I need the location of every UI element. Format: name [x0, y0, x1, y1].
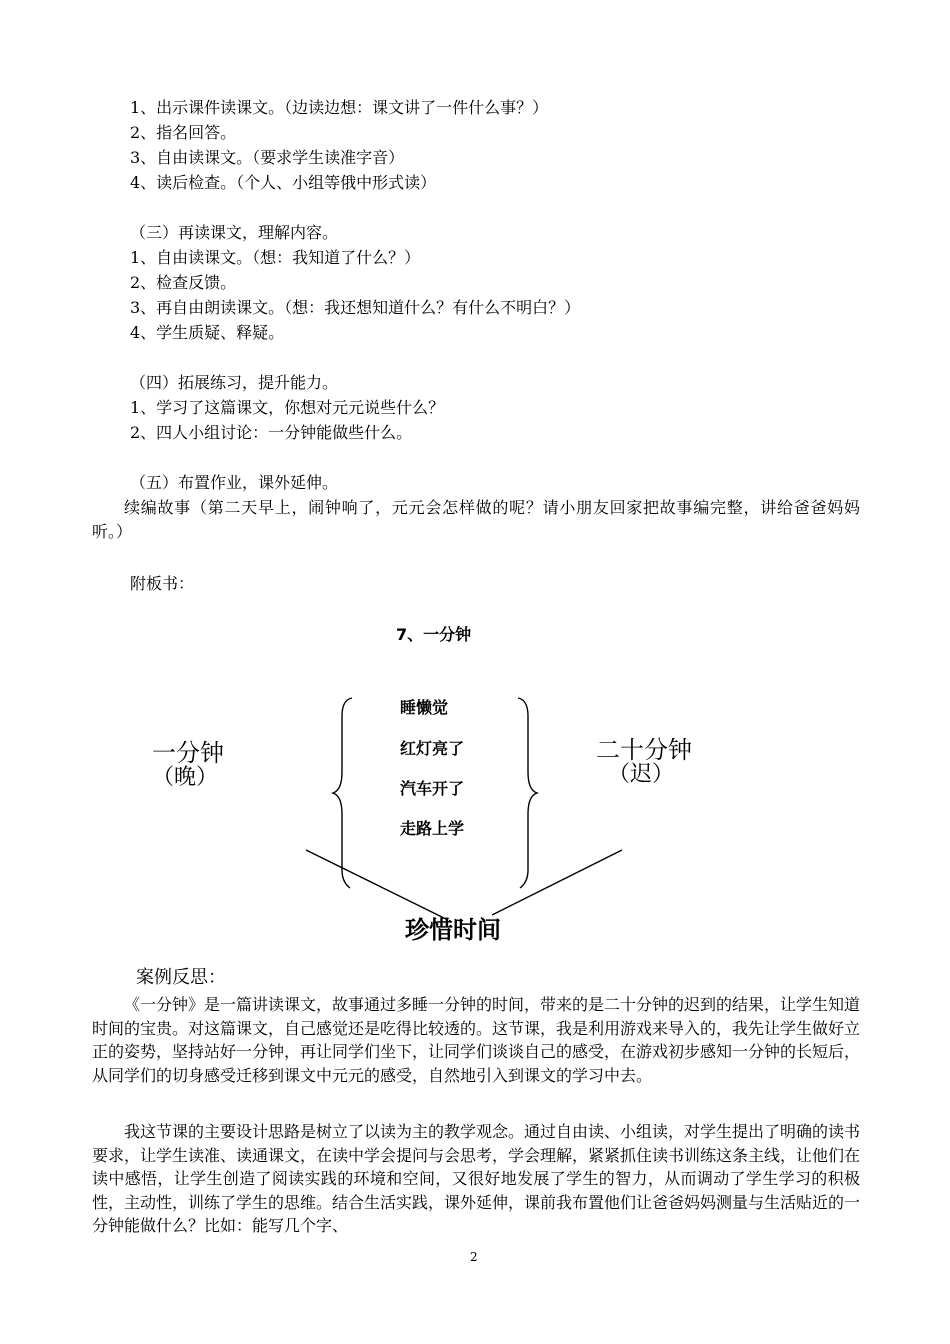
bottom-slogan: 珍惜时间	[405, 916, 501, 944]
section-heading: （四）拓展练习，提升能力。	[130, 373, 339, 392]
homework-text: 续编故事（第二天早上，闹钟响了，元元会怎样做的呢？请小朋友回家把故事编完整，讲给爸爸妈妈听。）	[92, 498, 860, 541]
step-line: 1、自由读课文。（想：我知道了什么？）	[130, 248, 421, 267]
step-line: 4、读后检查。（个人、小组等俄中形式读）	[130, 173, 437, 192]
step-line: 2、检查反馈。	[130, 273, 237, 292]
reflection-paragraph: 我这节课的主要设计思路是树立了以读为主的教学观念。通过自由读、小组读，对学生提出了明确的读书要求，让学生读准、读通课文，在读中学会提问与会思考，学会理解，紧紧抓住读书训练这条主线，让他们在读中感悟，让学生创造了阅读实践的环境和空间，又很好地发展了学生的智力，从而调动了学生学习的积极性，主动性，训练了学生的思维。结合生活实践，课外延伸，课前我布置他们让爸爸妈妈测量与生活贴近的一分钟能做什么？比如：能写几个字、	[92, 1122, 861, 1235]
step-line: 2、指名回答。	[130, 123, 237, 142]
step-line: 4、学生质疑、释疑。	[130, 323, 285, 342]
page-number: 2	[470, 1250, 478, 1264]
section-heading: （三）再读课文，理解内容。	[130, 223, 339, 242]
middle-item: 汽车开了	[400, 779, 465, 798]
middle-item: 睡懒觉	[400, 698, 449, 717]
blackboard-title: 7、一分钟	[396, 625, 472, 644]
step-line: 2、四人小组讨论：一分钟能做些什么。	[130, 423, 413, 442]
left-sub: （晚）	[152, 765, 219, 790]
right-brace	[518, 698, 537, 888]
section-heading: （五）布置作业，课外延伸。	[130, 473, 339, 492]
blackboard-label: 附板书：	[130, 574, 195, 593]
middle-item: 红灯亮了	[400, 739, 465, 758]
step-line: 1、出示课件读课文。（边读边想：课文讲了一件什么事？）	[130, 98, 549, 117]
right-main: 二十分钟	[596, 736, 692, 764]
step-line: 3、自由读课文。（要求学生读准字音）	[130, 148, 405, 167]
left-brace	[333, 698, 352, 888]
right-sub: （迟）	[608, 762, 675, 787]
reflection-paragraph: 《一分钟》是一篇讲读课文，故事通过多睡一分钟的时间，带来的是二十分钟的迟到的结果，让学生知道时间的宝贵。对这篇课文，自己感觉还是吃得比较透的。这节课，我是利用游戏来导入的，我先让学生做好立正的姿势，坚持站好一分钟，再让同学们坐下，让同学们谈谈自己的感受，在游戏初步感知一分钟的长短后，从同学们的切身感受迁移到课文中元元的感受，自然地引入到课文的学习中去。	[92, 995, 861, 1085]
left-main: 一分钟	[152, 739, 224, 767]
middle-item: 走路上学	[400, 819, 465, 838]
step-line: 1、学习了这篇课文，你想对元元说些什么？	[130, 398, 445, 417]
step-line: 3、再自由朗读课文。（想：我还想知道什么？有什么不明白？）	[130, 298, 581, 317]
reflection-heading: 案例反思：	[136, 967, 226, 988]
right-arrow-line	[492, 850, 622, 915]
